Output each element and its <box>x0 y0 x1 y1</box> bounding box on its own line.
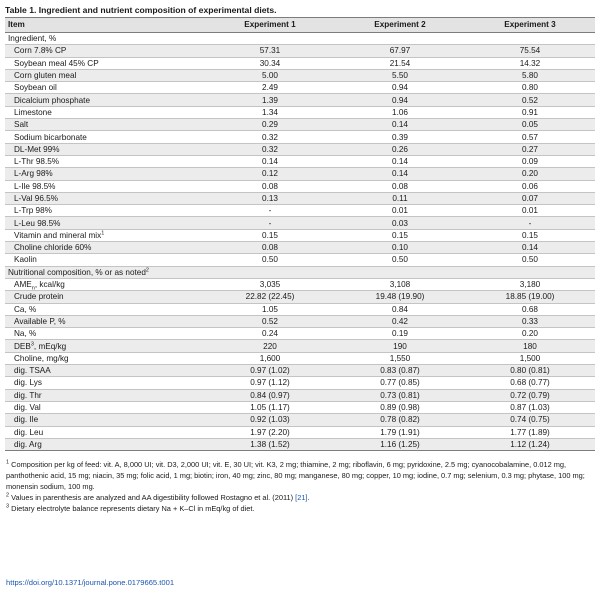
cell-experiment-3: 180 <box>465 340 595 352</box>
cell-experiment-1: 3,035 <box>205 278 335 290</box>
cell-experiment-3: 1.12 (1.24) <box>465 438 595 450</box>
cell-experiment-1: 0.08 <box>205 242 335 254</box>
cell-experiment-2: 0.50 <box>335 254 465 266</box>
row-label-text: L-Arg 98% <box>14 169 53 179</box>
row-label-text: dig. Lys <box>14 378 42 388</box>
cell-experiment-1: 0.52 <box>205 315 335 327</box>
cell-experiment-3: 0.20 <box>465 168 595 180</box>
cell-experiment-2: 0.39 <box>335 131 465 143</box>
row-label <box>5 315 205 327</box>
row-label <box>5 192 205 204</box>
row-label-text: Available P, % <box>14 316 66 326</box>
table-row <box>5 315 595 327</box>
cell-experiment-3: 1.77 (1.89) <box>465 426 595 438</box>
row-label-text: dig. Val <box>14 403 41 413</box>
composition-table <box>5 17 595 451</box>
table-row <box>5 217 595 229</box>
cell-experiment-2: 0.89 (0.98) <box>335 401 465 413</box>
cell-experiment-3: 0.52 <box>465 94 595 106</box>
cell-experiment-3: 0.06 <box>465 180 595 192</box>
cell-experiment-2: 0.14 <box>335 155 465 167</box>
row-label <box>5 365 205 377</box>
row-label-text: Sodium bicarbonate <box>14 132 87 142</box>
cell-experiment-2: 0.08 <box>335 180 465 192</box>
table-row <box>5 426 595 438</box>
cell-experiment-1: 0.32 <box>205 131 335 143</box>
cell-experiment-3: 0.27 <box>465 143 595 155</box>
cell-experiment-3: 0.91 <box>465 106 595 118</box>
row-label-text: Ca, % <box>14 304 37 314</box>
row-label-suffix: , mEq/kg <box>33 341 67 351</box>
row-label-suffix: , kcal/kg <box>34 280 65 290</box>
cell-experiment-3: 0.68 (0.77) <box>465 377 595 389</box>
table-row <box>5 69 595 81</box>
row-label <box>5 106 205 118</box>
row-label <box>5 45 205 57</box>
cell-experiment-1: 1,600 <box>205 352 335 364</box>
cell-experiment-1: 0.29 <box>205 119 335 131</box>
row-label-text: Na, % <box>14 329 37 339</box>
cell-experiment-3: - <box>465 217 595 229</box>
reference-link[interactable]: [21] <box>295 493 308 503</box>
cell-experiment-1: 0.97 (1.02) <box>205 365 335 377</box>
cell-experiment-2: 0.77 (0.85) <box>335 377 465 389</box>
section-row <box>5 33 595 45</box>
row-label-text: L-Thr 98.5% <box>14 157 60 167</box>
row-label <box>5 254 205 266</box>
row-label-superscript: 1 <box>101 230 105 237</box>
row-label-superscript: 3 <box>30 340 34 347</box>
cell-experiment-3: 0.80 (0.81) <box>465 365 595 377</box>
row-label-text: dig. TSAA <box>14 366 51 376</box>
row-label-text: Nutritional composition, % or as noted <box>8 267 146 277</box>
row-label <box>5 57 205 69</box>
cell-experiment-1: 0.15 <box>205 229 335 241</box>
row-label-text: Choline chloride 60% <box>14 243 92 253</box>
cell-experiment-2: 3,108 <box>335 278 465 290</box>
cell-experiment-1: - <box>205 205 335 217</box>
table-row <box>5 352 595 364</box>
cell-experiment-2: 0.84 <box>335 303 465 315</box>
table-row <box>5 242 595 254</box>
table-row <box>5 278 595 290</box>
table-row <box>5 229 595 241</box>
row-label <box>5 278 205 290</box>
row-label-text: L-Trp 98% <box>14 206 52 216</box>
cell-experiment-1: 30.34 <box>205 57 335 69</box>
cell-experiment-2: 0.10 <box>335 242 465 254</box>
table-row <box>5 180 595 192</box>
table-row <box>5 45 595 57</box>
cell-experiment-3: 14.32 <box>465 57 595 69</box>
table-row <box>5 192 595 204</box>
row-label-text: Ingredient, % <box>8 34 57 44</box>
table-row <box>5 106 595 118</box>
cell-experiment-3: 75.54 <box>465 45 595 57</box>
cell-experiment-1: 1.05 <box>205 303 335 315</box>
header-item: Item <box>5 18 205 33</box>
footnote-2-text: Values in parenthesis are analyzed and AA digestibility followed Rostagno et al. (2011) <box>9 493 296 503</box>
table-row <box>5 438 595 450</box>
cell-experiment-1: 0.92 (1.03) <box>205 414 335 426</box>
table-row <box>5 155 595 167</box>
cell-experiment-3: 0.01 <box>465 205 595 217</box>
cell-experiment-1: 2.49 <box>205 82 335 94</box>
cell-experiment-1: 0.97 (1.12) <box>205 377 335 389</box>
cell-experiment-2: 21.54 <box>335 57 465 69</box>
row-label-text: AME <box>14 280 32 290</box>
cell-experiment-2: 1.06 <box>335 106 465 118</box>
table-row <box>5 94 595 106</box>
row-label <box>5 401 205 413</box>
table-row <box>5 82 595 94</box>
cell-experiment-2: 67.97 <box>335 45 465 57</box>
cell-experiment-3: 1,500 <box>465 352 595 364</box>
table-row <box>5 377 595 389</box>
cell-experiment-3: 0.14 <box>465 242 595 254</box>
row-label <box>5 242 205 254</box>
row-label <box>5 131 205 143</box>
row-label <box>5 377 205 389</box>
cell-experiment-2: 1,550 <box>335 352 465 364</box>
table-row <box>5 205 595 217</box>
footnote-2-mark: 2 <box>6 492 10 499</box>
row-label <box>5 389 205 401</box>
table-row <box>5 291 595 303</box>
table-row <box>5 303 595 315</box>
cell-experiment-2: 0.94 <box>335 82 465 94</box>
footnote-3 <box>6 503 595 514</box>
cell-experiment-1: 57.31 <box>205 45 335 57</box>
cell-experiment-2: 0.94 <box>335 94 465 106</box>
row-label <box>5 143 205 155</box>
cell-experiment-1: 0.12 <box>205 168 335 180</box>
cell-experiment-1: 0.24 <box>205 328 335 340</box>
header-experiment-3: Experiment 3 <box>465 18 595 33</box>
table-row <box>5 168 595 180</box>
cell-experiment-3: 0.09 <box>465 155 595 167</box>
row-label-text: dig. Thr <box>14 390 42 400</box>
row-label-text: Soybean oil <box>14 83 57 93</box>
row-label <box>5 155 205 167</box>
doi-link[interactable]: https://doi.org/10.1371/journal.pone.0179665.t001 <box>6 578 175 587</box>
table-header-row <box>5 18 595 33</box>
row-label-text: DEB <box>14 341 31 351</box>
table-row <box>5 254 595 266</box>
footnote-1 <box>6 459 595 492</box>
section-label <box>5 266 595 278</box>
footnotes <box>5 459 595 514</box>
cell-experiment-3: 0.80 <box>465 82 595 94</box>
table-row <box>5 57 595 69</box>
table-row <box>5 131 595 143</box>
row-label <box>5 94 205 106</box>
cell-experiment-2: 0.14 <box>335 119 465 131</box>
row-label-text: Kaolin <box>14 255 37 265</box>
cell-experiment-2: 190 <box>335 340 465 352</box>
row-label <box>5 303 205 315</box>
footnote-1-text: Composition per kg of feed: vit. A, 8,000 UI; vit. D3, 2,000 UI; vit. E, 30 UI; vit. K3, 2 mg; thiamine, 2 mg; riboflavin, 6 mg; pyridoxine, 2.5 mg; cyanocobalamine, 0.012 mg, panthothenic acid, 15 mg; niacin, 35 mg; folic acid, 1 mg; biotin; iron, 40 mg; zinc, 80 mg; manganese, 80 mg; copper, 10 mg; iodine, 0.7 mg; selenium, 0.3 mg; phytase, 100 mg; monensin sodium, 100 mg. <box>6 460 585 492</box>
table-body <box>5 33 595 451</box>
cell-experiment-1: 1.38 (1.52) <box>205 438 335 450</box>
row-label-text: Salt <box>14 120 29 130</box>
row-label <box>5 180 205 192</box>
footnote-1-mark: 1 <box>6 459 10 466</box>
cell-experiment-3: 0.68 <box>465 303 595 315</box>
row-label <box>5 328 205 340</box>
row-label-text: Choline, mg/kg <box>14 353 69 363</box>
row-label-text: dig. Leu <box>14 427 44 437</box>
cell-experiment-1: 0.08 <box>205 180 335 192</box>
row-label-text: Limestone <box>14 107 52 117</box>
cell-experiment-2: 0.78 (0.82) <box>335 414 465 426</box>
footnote-3-mark: 3 <box>6 503 10 510</box>
cell-experiment-1: 0.13 <box>205 192 335 204</box>
table-row <box>5 365 595 377</box>
cell-experiment-1: 220 <box>205 340 335 352</box>
row-label <box>5 426 205 438</box>
cell-experiment-3: 0.15 <box>465 229 595 241</box>
cell-experiment-2: 0.01 <box>335 205 465 217</box>
footnote-3-text: Dietary electrolyte balance represents dietary Na + K–Cl in mEq/kg of diet. <box>9 504 255 514</box>
row-label-text: L-Val 96.5% <box>14 194 58 203</box>
row-label-superscript: 2 <box>145 267 149 274</box>
table-row <box>5 340 595 352</box>
row-label-text: dig. Arg <box>14 439 42 449</box>
cell-experiment-2: 0.83 (0.87) <box>335 365 465 377</box>
cell-experiment-2: 0.15 <box>335 229 465 241</box>
row-label <box>5 291 205 303</box>
cell-experiment-1: 5.00 <box>205 69 335 81</box>
cell-experiment-3: 0.50 <box>465 254 595 266</box>
row-label <box>5 229 205 241</box>
row-label <box>5 340 205 352</box>
footnote-2 <box>6 492 595 503</box>
row-label <box>5 438 205 450</box>
table-row <box>5 328 595 340</box>
cell-experiment-1: 1.05 (1.17) <box>205 401 335 413</box>
row-label-text: Crude protein <box>14 292 64 302</box>
table-caption: Table 1. Ingredient and nutrient composition of experimental diets. <box>5 5 277 15</box>
row-label-text: Dicalcium phosphate <box>14 95 91 105</box>
table-row <box>5 389 595 401</box>
header-experiment-1: Experiment 1 <box>205 18 335 33</box>
cell-experiment-1: 22.82 (22.45) <box>205 291 335 303</box>
section-row <box>5 266 595 278</box>
table-row <box>5 401 595 413</box>
cell-experiment-1: 1.34 <box>205 106 335 118</box>
row-label-text: dig. Ile <box>14 415 39 425</box>
footnote-2-end: . <box>307 493 310 503</box>
cell-experiment-3: 5.80 <box>465 69 595 81</box>
row-label <box>5 217 205 229</box>
row-label-text: L-Leu 98.5% <box>14 218 61 228</box>
cell-experiment-2: 0.14 <box>335 168 465 180</box>
cell-experiment-2: 0.19 <box>335 328 465 340</box>
cell-experiment-1: 0.84 (0.97) <box>205 389 335 401</box>
row-label-text: L-Ile 98.5% <box>14 181 56 191</box>
cell-experiment-2: 19.48 (19.90) <box>335 291 465 303</box>
cell-experiment-3: 0.74 (0.75) <box>465 414 595 426</box>
cell-experiment-3: 0.05 <box>465 119 595 131</box>
cell-experiment-2: 0.73 (0.81) <box>335 389 465 401</box>
header-experiment-2: Experiment 2 <box>335 18 465 33</box>
cell-experiment-3: 18.85 (19.00) <box>465 291 595 303</box>
cell-experiment-1: 0.32 <box>205 143 335 155</box>
cell-experiment-1: 0.50 <box>205 254 335 266</box>
table-row <box>5 119 595 131</box>
row-label-text: Soybean meal 45% CP <box>14 58 99 68</box>
cell-experiment-2: 1.16 (1.25) <box>335 438 465 450</box>
cell-experiment-3: 0.72 (0.79) <box>465 389 595 401</box>
row-label-text: Vitamin and mineral mix <box>14 230 102 240</box>
row-label <box>5 414 205 426</box>
table-row <box>5 143 595 155</box>
cell-experiment-3: 0.20 <box>465 328 595 340</box>
cell-experiment-1: - <box>205 217 335 229</box>
section-label <box>5 33 595 45</box>
cell-experiment-1: 0.14 <box>205 155 335 167</box>
row-label <box>5 82 205 94</box>
cell-experiment-2: 1.79 (1.91) <box>335 426 465 438</box>
row-label <box>5 352 205 364</box>
cell-experiment-1: 1.97 (2.20) <box>205 426 335 438</box>
cell-experiment-2: 0.03 <box>335 217 465 229</box>
cell-experiment-3: 0.07 <box>465 192 595 204</box>
row-label-text: DL-Met 99% <box>14 144 60 154</box>
cell-experiment-3: 3,180 <box>465 278 595 290</box>
row-label <box>5 119 205 131</box>
cell-experiment-3: 0.87 (1.03) <box>465 401 595 413</box>
cell-experiment-2: 0.11 <box>335 192 465 204</box>
cell-experiment-2: 0.42 <box>335 315 465 327</box>
row-label-subscript: n <box>31 285 35 291</box>
row-label <box>5 168 205 180</box>
row-label <box>5 69 205 81</box>
table-row <box>5 414 595 426</box>
row-label-text: Corn 7.8% CP <box>14 46 67 56</box>
row-label <box>5 205 205 217</box>
cell-experiment-2: 0.26 <box>335 143 465 155</box>
cell-experiment-2: 5.50 <box>335 69 465 81</box>
cell-experiment-1: 1.39 <box>205 94 335 106</box>
cell-experiment-3: 0.33 <box>465 315 595 327</box>
cell-experiment-3: 0.57 <box>465 131 595 143</box>
row-label-text: Corn gluten meal <box>14 71 77 81</box>
